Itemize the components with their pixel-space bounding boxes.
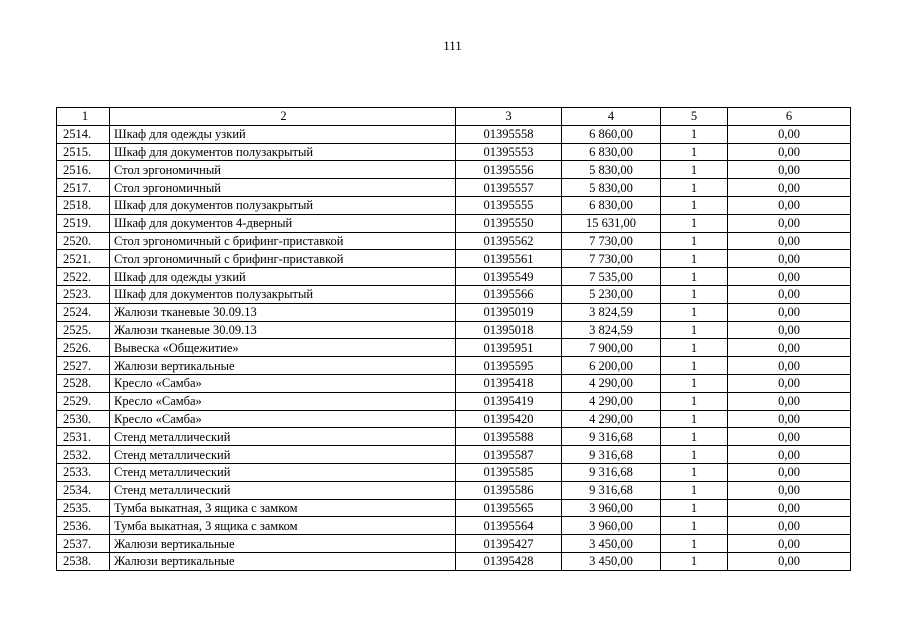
item-name-cell: Шкаф для документов полузакрытый bbox=[110, 196, 456, 214]
quantity-cell: 1 bbox=[661, 481, 728, 499]
cost-cell: 4 290,00 bbox=[562, 392, 661, 410]
residual-value-cell: 0,00 bbox=[728, 179, 851, 197]
cost-cell: 4 290,00 bbox=[562, 374, 661, 392]
cost-cell: 7 900,00 bbox=[562, 339, 661, 357]
residual-value-cell: 0,00 bbox=[728, 428, 851, 446]
residual-value-cell: 0,00 bbox=[728, 161, 851, 179]
residual-value-cell: 0,00 bbox=[728, 321, 851, 339]
quantity-cell: 1 bbox=[661, 214, 728, 232]
item-name-cell: Шкаф для документов 4-дверный bbox=[110, 214, 456, 232]
item-name-cell: Тумба выкатная, 3 ящика с замком bbox=[110, 499, 456, 517]
item-name-cell: Стол эргономичный с брифинг-приставкой bbox=[110, 250, 456, 268]
residual-value-cell: 0,00 bbox=[728, 410, 851, 428]
inventory-number-cell: 01395018 bbox=[456, 321, 562, 339]
item-name-cell: Стол эргономичный bbox=[110, 161, 456, 179]
residual-value-cell: 0,00 bbox=[728, 552, 851, 570]
table-row bbox=[57, 499, 851, 517]
quantity-cell: 1 bbox=[661, 517, 728, 535]
inventory-number-cell: 01395562 bbox=[456, 232, 562, 250]
row-number-cell: 2536. bbox=[57, 517, 110, 535]
item-name-cell: Кресло «Самба» bbox=[110, 392, 456, 410]
cost-cell: 5 830,00 bbox=[562, 161, 661, 179]
item-name-cell: Жалюзи тканевые 30.09.13 bbox=[110, 303, 456, 321]
quantity-cell: 1 bbox=[661, 499, 728, 517]
item-name-cell: Жалюзи тканевые 30.09.13 bbox=[110, 321, 456, 339]
inventory-number-cell: 01395565 bbox=[456, 499, 562, 517]
quantity-cell: 1 bbox=[661, 357, 728, 375]
item-name-cell: Кресло «Самба» bbox=[110, 410, 456, 428]
table-row bbox=[57, 214, 851, 232]
quantity-cell: 1 bbox=[661, 535, 728, 553]
inventory-table bbox=[56, 107, 851, 571]
quantity-cell: 1 bbox=[661, 285, 728, 303]
row-number-cell: 2534. bbox=[57, 481, 110, 499]
header-row bbox=[57, 108, 851, 126]
row-number-cell: 2538. bbox=[57, 552, 110, 570]
row-number-cell: 2533. bbox=[57, 463, 110, 481]
quantity-cell: 1 bbox=[661, 268, 728, 286]
inventory-number-cell: 01395419 bbox=[456, 392, 562, 410]
table-row bbox=[57, 428, 851, 446]
table-row bbox=[57, 143, 851, 161]
residual-value-cell: 0,00 bbox=[728, 143, 851, 161]
table-row bbox=[57, 357, 851, 375]
item-name-cell: Шкаф для одежды узкий bbox=[110, 125, 456, 143]
table-row bbox=[57, 481, 851, 499]
item-name-cell: Стенд металлический bbox=[110, 463, 456, 481]
table-row bbox=[57, 179, 851, 197]
table-row bbox=[57, 374, 851, 392]
page-number: 111 bbox=[443, 38, 462, 53]
item-name-cell: Стенд металлический bbox=[110, 428, 456, 446]
residual-value-cell: 0,00 bbox=[728, 303, 851, 321]
column-header-3: 3 bbox=[456, 108, 562, 126]
row-number-cell: 2529. bbox=[57, 392, 110, 410]
residual-value-cell: 0,00 bbox=[728, 196, 851, 214]
inventory-number-cell: 01395587 bbox=[456, 446, 562, 464]
residual-value-cell: 0,00 bbox=[728, 481, 851, 499]
item-name-cell: Кресло «Самба» bbox=[110, 374, 456, 392]
inventory-number-cell: 01395019 bbox=[456, 303, 562, 321]
residual-value-cell: 0,00 bbox=[728, 357, 851, 375]
quantity-cell: 1 bbox=[661, 428, 728, 446]
quantity-cell: 1 bbox=[661, 321, 728, 339]
quantity-cell: 1 bbox=[661, 143, 728, 161]
cost-cell: 5 230,00 bbox=[562, 285, 661, 303]
cost-cell: 3 450,00 bbox=[562, 535, 661, 553]
table-row bbox=[57, 410, 851, 428]
inventory-number-cell: 01395549 bbox=[456, 268, 562, 286]
inventory-number-cell: 01395588 bbox=[456, 428, 562, 446]
table-row bbox=[57, 552, 851, 570]
column-header-4: 4 bbox=[562, 108, 661, 126]
table-row bbox=[57, 392, 851, 410]
row-number-cell: 2535. bbox=[57, 499, 110, 517]
residual-value-cell: 0,00 bbox=[728, 285, 851, 303]
cost-cell: 3 960,00 bbox=[562, 499, 661, 517]
inventory-number-cell: 01395556 bbox=[456, 161, 562, 179]
row-number-cell: 2532. bbox=[57, 446, 110, 464]
quantity-cell: 1 bbox=[661, 196, 728, 214]
residual-value-cell: 0,00 bbox=[728, 499, 851, 517]
cost-cell: 3 824,59 bbox=[562, 303, 661, 321]
table-row bbox=[57, 232, 851, 250]
table-row bbox=[57, 463, 851, 481]
quantity-cell: 1 bbox=[661, 250, 728, 268]
cost-cell: 7 730,00 bbox=[562, 250, 661, 268]
cost-cell: 4 290,00 bbox=[562, 410, 661, 428]
residual-value-cell: 0,00 bbox=[728, 125, 851, 143]
table-row bbox=[57, 268, 851, 286]
quantity-cell: 1 bbox=[661, 392, 728, 410]
item-name-cell: Жалюзи вертикальные bbox=[110, 357, 456, 375]
inventory-number-cell: 01395561 bbox=[456, 250, 562, 268]
inventory-number-cell: 01395566 bbox=[456, 285, 562, 303]
table-row bbox=[57, 517, 851, 535]
residual-value-cell: 0,00 bbox=[728, 268, 851, 286]
table-row bbox=[57, 196, 851, 214]
row-number-cell: 2528. bbox=[57, 374, 110, 392]
table-row bbox=[57, 161, 851, 179]
item-name-cell: Жалюзи вертикальные bbox=[110, 552, 456, 570]
inventory-number-cell: 01395420 bbox=[456, 410, 562, 428]
inventory-number-cell: 01395553 bbox=[456, 143, 562, 161]
table-row bbox=[57, 125, 851, 143]
column-header-1: 1 bbox=[57, 108, 110, 126]
cost-cell: 6 200,00 bbox=[562, 357, 661, 375]
table-row bbox=[57, 339, 851, 357]
residual-value-cell: 0,00 bbox=[728, 214, 851, 232]
row-number-cell: 2515. bbox=[57, 143, 110, 161]
row-number-cell: 2531. bbox=[57, 428, 110, 446]
row-number-cell: 2525. bbox=[57, 321, 110, 339]
table-row bbox=[57, 535, 851, 553]
inventory-number-cell: 01395595 bbox=[456, 357, 562, 375]
inventory-number-cell: 01395427 bbox=[456, 535, 562, 553]
item-name-cell: Шкаф для документов полузакрытый bbox=[110, 143, 456, 161]
item-name-cell: Стол эргономичный с брифинг-приставкой bbox=[110, 232, 456, 250]
cost-cell: 3 824,59 bbox=[562, 321, 661, 339]
cost-cell: 7 535,00 bbox=[562, 268, 661, 286]
residual-value-cell: 0,00 bbox=[728, 463, 851, 481]
inventory-number-cell: 01395550 bbox=[456, 214, 562, 232]
cost-cell: 6 860,00 bbox=[562, 125, 661, 143]
quantity-cell: 1 bbox=[661, 161, 728, 179]
row-number-cell: 2537. bbox=[57, 535, 110, 553]
quantity-cell: 1 bbox=[661, 232, 728, 250]
item-name-cell: Стенд металлический bbox=[110, 481, 456, 499]
table-row bbox=[57, 321, 851, 339]
item-name-cell: Стол эргономичный bbox=[110, 179, 456, 197]
inventory-number-cell: 01395557 bbox=[456, 179, 562, 197]
item-name-cell: Шкаф для документов полузакрытый bbox=[110, 285, 456, 303]
cost-cell: 9 316,68 bbox=[562, 446, 661, 464]
residual-value-cell: 0,00 bbox=[728, 517, 851, 535]
row-number-cell: 2522. bbox=[57, 268, 110, 286]
inventory-number-cell: 01395555 bbox=[456, 196, 562, 214]
quantity-cell: 1 bbox=[661, 374, 728, 392]
table-body bbox=[57, 125, 851, 570]
row-number-cell: 2520. bbox=[57, 232, 110, 250]
column-header-5: 5 bbox=[661, 108, 728, 126]
row-number-cell: 2523. bbox=[57, 285, 110, 303]
row-number-cell: 2514. bbox=[57, 125, 110, 143]
cost-cell: 3 450,00 bbox=[562, 552, 661, 570]
row-number-cell: 2521. bbox=[57, 250, 110, 268]
table-row bbox=[57, 285, 851, 303]
quantity-cell: 1 bbox=[661, 125, 728, 143]
table-row bbox=[57, 250, 851, 268]
residual-value-cell: 0,00 bbox=[728, 392, 851, 410]
cost-cell: 9 316,68 bbox=[562, 428, 661, 446]
row-number-cell: 2526. bbox=[57, 339, 110, 357]
table-header bbox=[57, 108, 851, 126]
row-number-cell: 2516. bbox=[57, 161, 110, 179]
inventory-number-cell: 01395564 bbox=[456, 517, 562, 535]
item-name-cell: Вывеска «Общежитие» bbox=[110, 339, 456, 357]
quantity-cell: 1 bbox=[661, 179, 728, 197]
inventory-number-cell: 01395558 bbox=[456, 125, 562, 143]
inventory-number-cell: 01395586 bbox=[456, 481, 562, 499]
row-number-cell: 2527. bbox=[57, 357, 110, 375]
row-number-cell: 2530. bbox=[57, 410, 110, 428]
quantity-cell: 1 bbox=[661, 463, 728, 481]
cost-cell: 6 830,00 bbox=[562, 143, 661, 161]
cost-cell: 7 730,00 bbox=[562, 232, 661, 250]
quantity-cell: 1 bbox=[661, 303, 728, 321]
quantity-cell: 1 bbox=[661, 552, 728, 570]
inventory-number-cell: 01395951 bbox=[456, 339, 562, 357]
quantity-cell: 1 bbox=[661, 339, 728, 357]
cost-cell: 9 316,68 bbox=[562, 481, 661, 499]
inventory-number-cell: 01395428 bbox=[456, 552, 562, 570]
quantity-cell: 1 bbox=[661, 446, 728, 464]
item-name-cell: Шкаф для одежды узкий bbox=[110, 268, 456, 286]
residual-value-cell: 0,00 bbox=[728, 250, 851, 268]
row-number-cell: 2517. bbox=[57, 179, 110, 197]
column-header-2: 2 bbox=[110, 108, 456, 126]
item-name-cell: Жалюзи вертикальные bbox=[110, 535, 456, 553]
inventory-number-cell: 01395418 bbox=[456, 374, 562, 392]
table-row bbox=[57, 303, 851, 321]
residual-value-cell: 0,00 bbox=[728, 232, 851, 250]
table-row bbox=[57, 446, 851, 464]
cost-cell: 3 960,00 bbox=[562, 517, 661, 535]
cost-cell: 15 631,00 bbox=[562, 214, 661, 232]
row-number-cell: 2524. bbox=[57, 303, 110, 321]
cost-cell: 6 830,00 bbox=[562, 196, 661, 214]
quantity-cell: 1 bbox=[661, 410, 728, 428]
cost-cell: 5 830,00 bbox=[562, 179, 661, 197]
row-number-cell: 2518. bbox=[57, 196, 110, 214]
cost-cell: 9 316,68 bbox=[562, 463, 661, 481]
residual-value-cell: 0,00 bbox=[728, 535, 851, 553]
residual-value-cell: 0,00 bbox=[728, 446, 851, 464]
column-header-6: 6 bbox=[728, 108, 851, 126]
row-number-cell: 2519. bbox=[57, 214, 110, 232]
item-name-cell: Стенд металлический bbox=[110, 446, 456, 464]
item-name-cell: Тумба выкатная, 3 ящика с замком bbox=[110, 517, 456, 535]
residual-value-cell: 0,00 bbox=[728, 374, 851, 392]
inventory-number-cell: 01395585 bbox=[456, 463, 562, 481]
residual-value-cell: 0,00 bbox=[728, 339, 851, 357]
